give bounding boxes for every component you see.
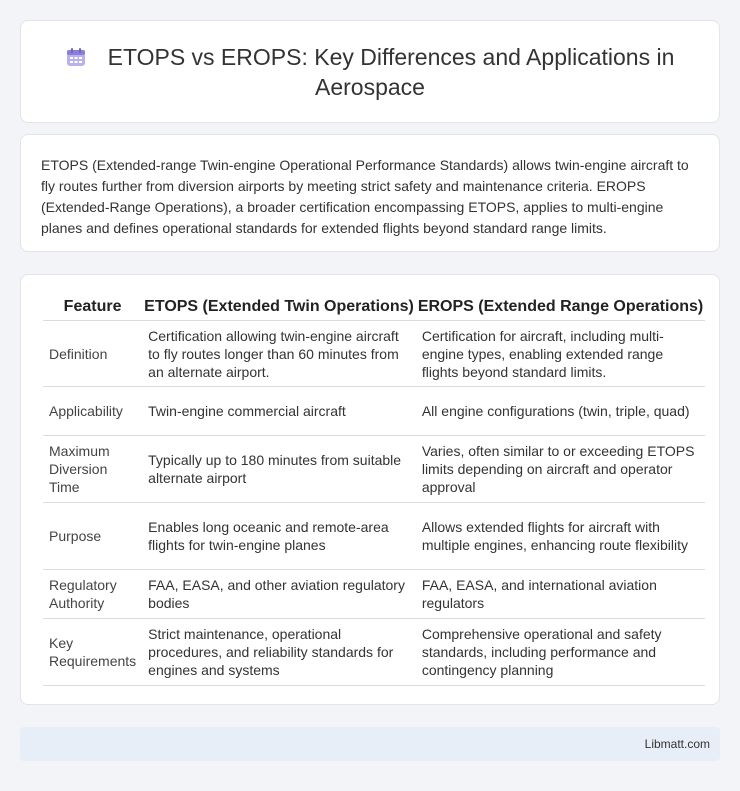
row-etops-value: Strict maintenance, operational procedures, and reliability standards for engines and systems: [142, 618, 416, 685]
row-erops-value: Certification for aircraft, including multi-engine types, enabling extended range flights beyond standard limits.: [416, 320, 705, 386]
comparison-card: [20, 274, 720, 705]
table-row: [43, 502, 705, 569]
title-wrap: [50, 42, 690, 102]
row-feature: Purpose: [43, 502, 142, 569]
row-etops-value: Twin-engine commercial aircraft: [142, 386, 416, 435]
row-feature: Applicability: [43, 386, 142, 435]
row-feature: Regulatory Authority: [43, 569, 142, 618]
row-erops-value: Varies, often similar to or exceeding ETOPS limits depending on aircraft and operator approval: [416, 435, 705, 502]
row-etops-value: Enables long oceanic and remote-area flights for twin-engine planes: [142, 502, 416, 569]
row-feature: Definition: [43, 320, 142, 386]
row-erops-value: All engine configurations (twin, triple, quad): [416, 386, 705, 435]
row-erops-value: Comprehensive operational and safety standards, including performance and contingency planning: [416, 618, 705, 685]
row-erops-value: Allows extended flights for aircraft with multiple engines, enhancing route flexibility: [416, 502, 705, 569]
row-etops-value: FAA, EASA, and other aviation regulatory bodies: [142, 569, 416, 618]
row-erops-value: FAA, EASA, and international aviation regulators: [416, 569, 705, 618]
footer: [20, 727, 720, 761]
column-header-erops: EROPS (Extended Range Operations): [416, 295, 705, 320]
page-title: [50, 42, 690, 102]
column-header-etops: ETOPS (Extended Twin Operations): [142, 295, 416, 320]
calendar-icon: [66, 44, 86, 64]
row-feature: Key Requirements: [43, 618, 142, 685]
table-row: [43, 618, 705, 685]
title-card: [20, 20, 720, 123]
column-header-feature: Feature: [43, 295, 142, 320]
intro-paragraph: ETOPS (Extended-range Twin-engine Operational Performance Standards) allows twin-engine aircraft to fly routes further from diversion airports by meeting strict safety and maintenance criteria. EROPS (Extended-Range Operations), a broader certification encompassing ETOPS, applies to multi-engine planes and defines operational standards for extended flights beyond standard range limits.: [41, 157, 689, 236]
row-etops-value: Typically up to 180 minutes from suitable alternate airport: [142, 435, 416, 502]
intro-card: [20, 134, 720, 252]
table-row: [43, 435, 705, 502]
row-feature: Maximum Diversion Time: [43, 435, 142, 502]
table-row: [43, 386, 705, 435]
table-header-row: [43, 295, 705, 320]
row-etops-value: Certification allowing twin-engine aircraft to fly routes longer than 60 minutes from an alternate airport.: [142, 320, 416, 386]
page-title-text: ETOPS vs EROPS: Key Differences and Applications in Aerospace: [107, 43, 675, 100]
table-row: [43, 320, 705, 386]
comparison-table: [43, 295, 705, 686]
footer-site-link[interactable]: Libmatt.com: [644, 737, 710, 751]
table-row: [43, 569, 705, 618]
